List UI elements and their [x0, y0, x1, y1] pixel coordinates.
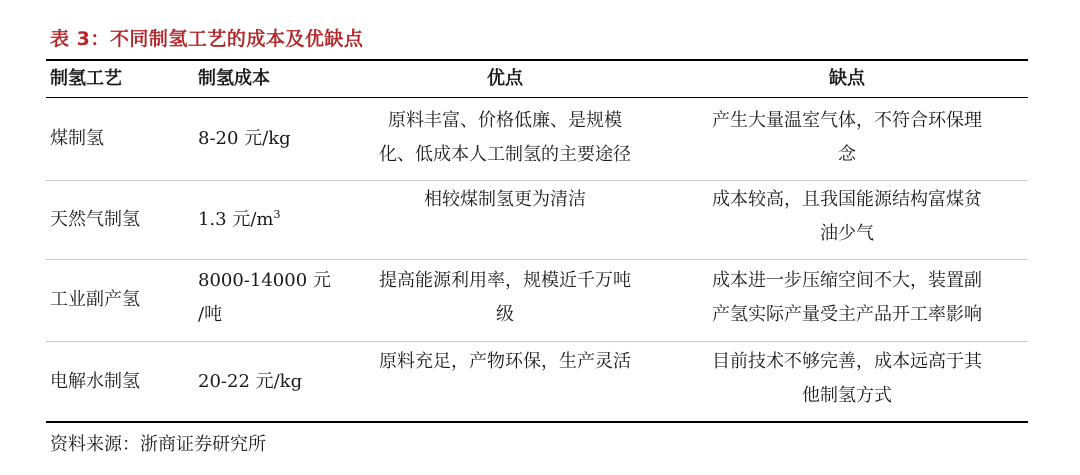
row2-cost-sup: 3 [273, 208, 281, 221]
row4-cons-line2: 他制氢方式 [802, 385, 892, 406]
header-process: 制氢工艺 [50, 68, 122, 89]
row2-cost [198, 203, 280, 237]
row-divider [46, 341, 1028, 342]
header-rule [46, 97, 1028, 98]
row1-pros-line2: 化、低成本人工制氢的主要途径 [379, 144, 631, 165]
row3-process: 工业副产氢 [50, 289, 140, 310]
row1-cons-line2: 念 [838, 144, 856, 165]
row1-pros-line1: 原料丰富、价格低廉、是规模 [388, 110, 622, 131]
row4-process: 电解水制氢 [50, 371, 140, 392]
row2-cons-line1: 成本较高，且我国能源结构富煤贫 [712, 189, 982, 210]
row1-cons-line1: 产生大量温室气体，不符合环保理 [712, 110, 982, 131]
row4-cons [672, 345, 1022, 413]
row2-cons [672, 183, 1022, 251]
row2-pros-line1: 相较煤制氢更为清洁 [424, 189, 586, 210]
row1-cons [672, 104, 1022, 172]
row3-cost-line1: 8000-14000 元 [198, 270, 331, 291]
row2-cons-line2: 油少气 [820, 223, 874, 244]
bottom-rule [46, 421, 1028, 423]
row3-cons-line2: 产氢实际产量受主产品开工率影响 [712, 304, 982, 325]
row3-cost [198, 264, 331, 332]
row-divider [46, 259, 1028, 260]
row1-pros [340, 104, 670, 172]
row4-cost: 20-22 元/kg [198, 371, 303, 392]
row3-pros-line1: 提高能源利用率，规模近千万吨 [379, 270, 631, 291]
row1-cost: 8-20 元/kg [198, 128, 291, 149]
row4-pros [340, 345, 670, 379]
row3-cost-line2: /吨 [198, 304, 223, 325]
source-note: 资料来源：浙商证券研究所 [50, 434, 266, 455]
row2-pros [340, 183, 670, 217]
row2-process: 天然气制氢 [50, 209, 140, 230]
row4-pros-line1: 原料充足，产物环保，生产灵活 [379, 351, 631, 372]
row-divider [46, 180, 1028, 181]
row2-cost-text: 1.3 元/m [198, 209, 274, 230]
table-title: 表 3：不同制氢工艺的成本及优缺点 [50, 28, 364, 50]
row3-cons [672, 264, 1022, 332]
row3-pros-line2: 级 [496, 304, 514, 325]
row4-cons-line1: 目前技术不够完善，成本远高于其 [712, 351, 982, 372]
row3-cons-line1: 成本进一步压缩空间不大，装置副 [712, 270, 982, 291]
row1-process: 煤制氢 [50, 128, 104, 149]
header-cost: 制氢成本 [198, 68, 270, 89]
header-pros: 优点 [487, 68, 523, 89]
row3-pros [340, 264, 670, 332]
header-cons: 缺点 [829, 68, 865, 89]
top-rule [46, 59, 1028, 61]
